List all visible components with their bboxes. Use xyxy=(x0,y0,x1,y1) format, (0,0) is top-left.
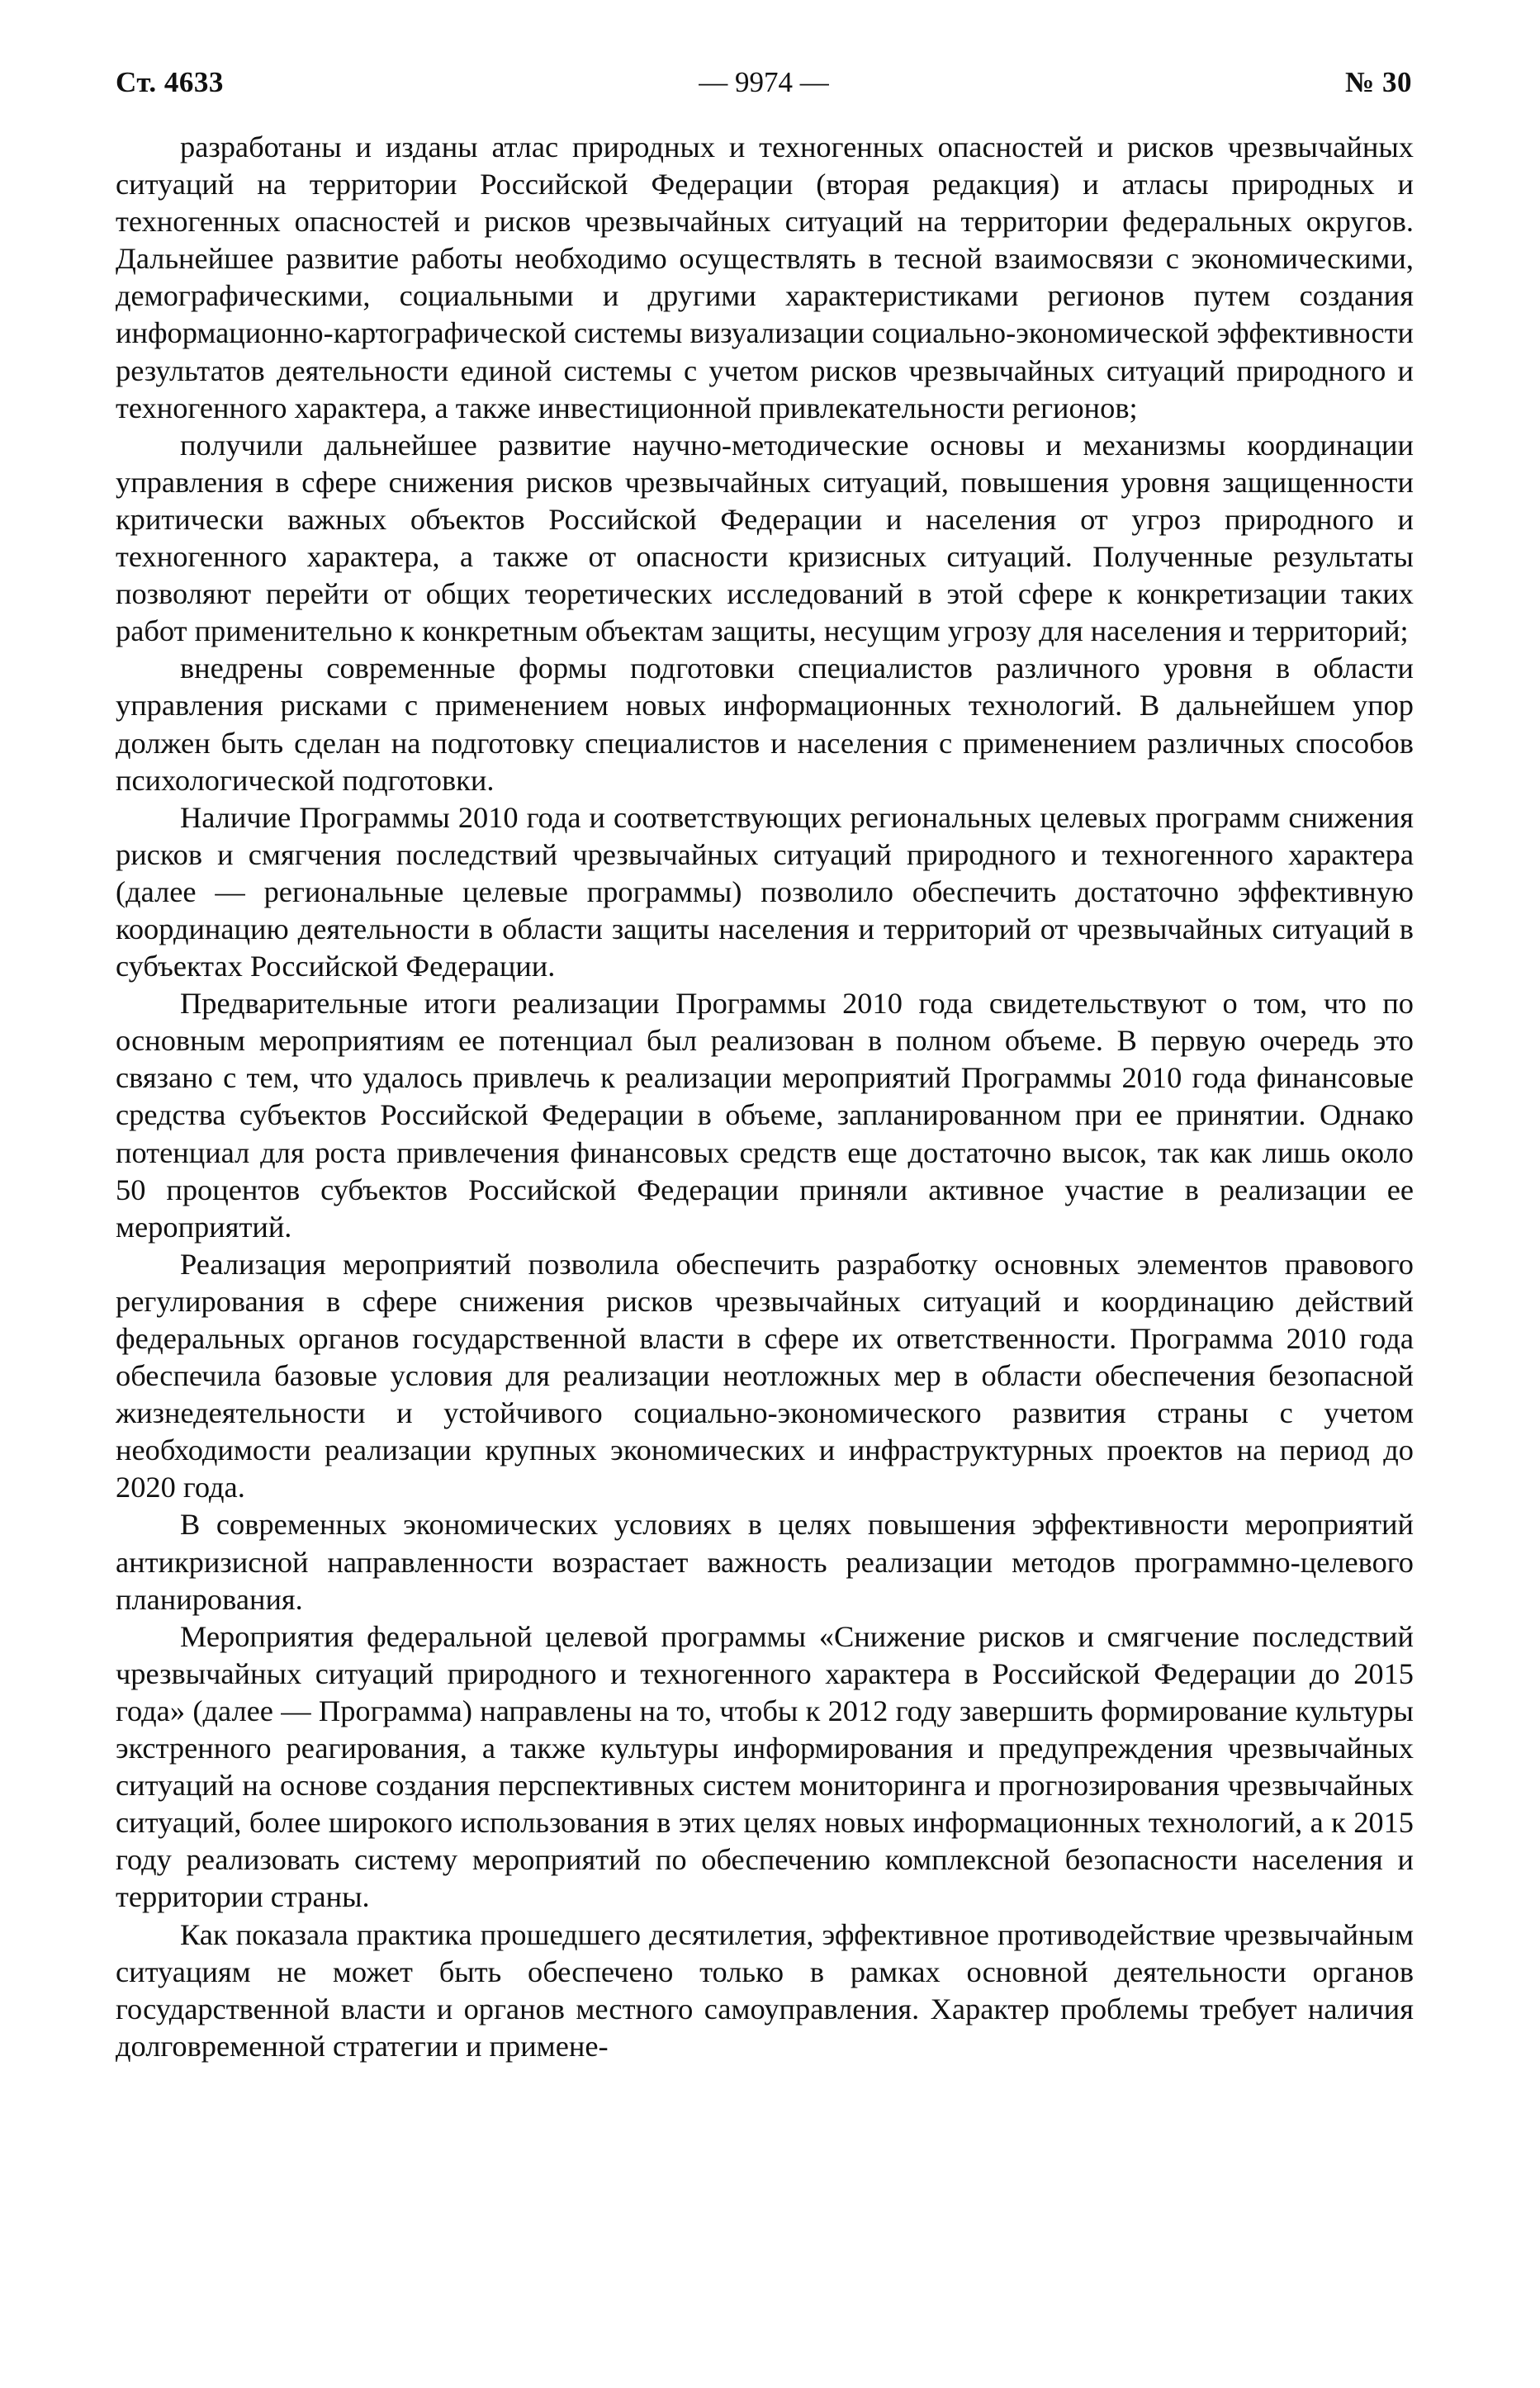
issue-number: № 30 xyxy=(1345,66,1412,98)
paragraph-4: Наличие Программы 2010 года и соответствующих региональных целевых программ снижения рисков и смягчения последствий чрезвычайных ситуаций природного и техногенного характера (далее — региональные целевые программы) позволило обеспечить достаточно эффективную координацию деятельности в области защиты населения и территорий от чрезвычайных ситуаций в субъектах Российской Федерации. xyxy=(116,800,1414,983)
paragraph-9: Как показала практика прошедшего десятилетия, эффективное противодействие чрезвычайным ситуациям не может быть обеспечено только в рамках основной деятельности органов государственной власти и органов местного самоуправления. Характер проблемы требует наличия долговременной стратегии и примене- xyxy=(116,1917,1414,2063)
paragraph-2: получили дальнейшее развитие научно-методические основы и механизмы координации управления в сфере снижения рисков чрезвычайных ситуаций, повышения уровня защищенности критически важных объектов Российской Федерации и населения от угроз природного и техногенного характера, а также от опасности кризисных ситуаций. Полученные результаты позволяют перейти от общих теоретических исследований в этой сфере к конкретизации таких работ применительно к конкретным объектам защиты, несущим угрозу для населения и территорий; xyxy=(116,428,1414,648)
paragraph-3: внедрены современные формы подготовки специалистов различного уровня в области управления рисками с применением новых информационных технологий. В дальнейшем упор должен быть сделан на подготовку специалистов и населения с применением различных способов психологической подготовки. xyxy=(116,651,1414,797)
page-number: — 9974 — xyxy=(699,66,829,98)
paragraph-7: В современных экономических условиях в целях повышения эффективности мероприятий антикризисной направленности возрастает важность реализации методов программно-целевого планирования. xyxy=(116,1508,1414,1616)
paragraph-1: разработаны и изданы атлас природных и техногенных опасностей и рисков чрезвычайных ситуаций на территории Российской Федерации (вторая редакция) и атласы природных и техногенных опасностей и рисков чрезвычайных ситуаций на территории федеральных округов. Дальнейшее развитие работы необходимо осуществлять в тесной взаимосвязи с экономическими, демографическими, социальными и другими характеристиками регионов путем создания информационно-картографической системы визуализации социально-экономической эффективности результатов деятельности единой системы с учетом рисков чрезвычайных ситуаций природного и техногенного характера, а также инвестиционной привлекательности регионов; xyxy=(116,130,1414,424)
paragraph-5: Предварительные итоги реализации Программы 2010 года свидетельствуют о том, что по основным мероприятиям ее потенциал был реализован в полном объеме. В первую очередь это связано с тем, что удалось привлечь к реализации мероприятий Программы 2010 года финансовые средства субъектов Российской Федерации в объеме, запланированном при ее принятии. Однако потенциал для роста привлечения финансовых средств еще достаточно высок, так как лишь около 50 процентов субъектов Российской Федерации приняли активное участие в реализации ее мероприятий. xyxy=(116,987,1414,1244)
paragraph-8: Мероприятия федеральной целевой программы «Снижение рисков и смягчение последствий чрезвычайных ситуаций природного и техногенного характера в Российской Федерации до 2015 года» (далее — Программа) направлены на то, чтобы к 2012 году завершить формирование культуры экстренного реагирования, а также культуры информирования и предупреждения чрезвычайных ситуаций на основе создания перспективных систем мониторинга и прогнозирования чрезвычайных ситуаций, более широкого использования в этих целях новых информационных технологий, а к 2015 году реализовать систему мероприятий по обеспечению комплексной безопасности населения и территории страны. xyxy=(116,1619,1414,1914)
page-header xyxy=(116,66,1412,116)
body-text xyxy=(116,129,1414,2065)
paragraph-6: Реализация мероприятий позволила обеспечить разработку основных элементов правового регулирования в сфере снижения рисков чрезвычайных ситуаций и координацию действий федеральных органов государственной власти в сфере их ответственности. Программа 2010 года обеспечила базовые условия для реализации неотложных мер в области обеспечения безопасной жизнедеятельности и устойчивого социально-экономического развития страны с учетом необходимости реализации крупных экономических и инфраструктурных проектов на период до 2020 года. xyxy=(116,1247,1414,1504)
page-reference: Ст. 4633 xyxy=(116,66,224,98)
